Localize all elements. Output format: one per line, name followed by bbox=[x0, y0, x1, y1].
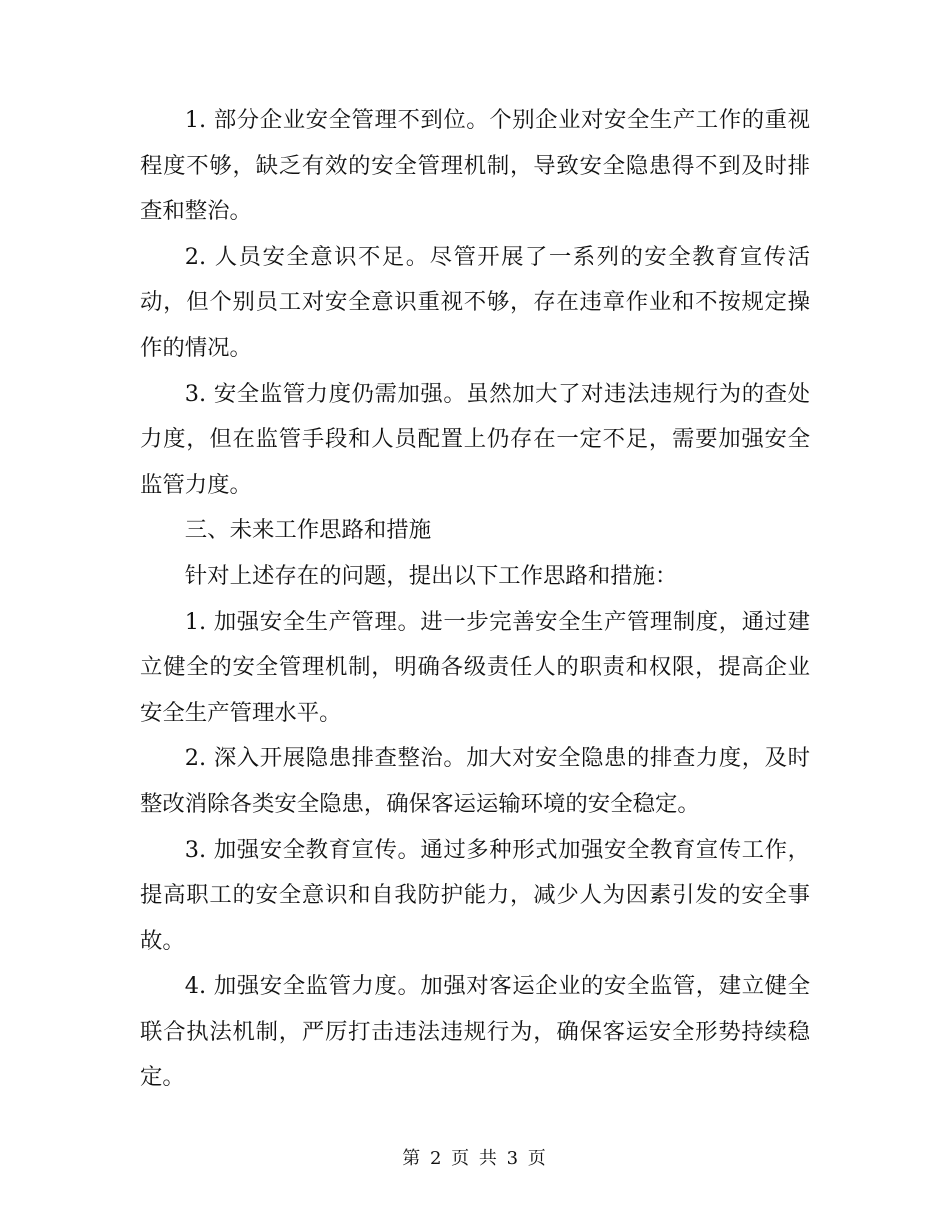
measure-4-paragraph: 4. 加强安全监管力度。加强对客运企业的安全监管，建立健全联合执法机制，严厉打击违法违规行为，确保客运安全形势持续稳定。 bbox=[140, 973, 810, 1091]
measure-1-paragraph: 1. 加强安全生产管理。进一步完善安全生产管理制度，通过建立健全的安全管理机制，明确各级责任人的职责和权限，提高企业安全生产管理水平。 bbox=[140, 608, 810, 726]
measure-2-paragraph: 2. 深入开展隐患排查整治。加大对安全隐患的排查力度，及时整改消除各类安全隐患，确保客运运输环境的安全稳定。 bbox=[140, 745, 810, 817]
section-heading: 三、未来工作思路和措施 bbox=[184, 517, 432, 544]
intro-paragraph: 针对上述存在的问题，提出以下工作思路和措施： bbox=[184, 562, 678, 589]
page-number-footer: 第 2 页 共 3 页 bbox=[402, 1148, 548, 1169]
measure-3-paragraph: 3. 加强安全教育宣传。通过多种形式加强安全教育宣传工作，提高职工的安全意识和自我防护能力，减少人为因素引发的安全事故。 bbox=[140, 836, 810, 954]
document-body bbox=[140, 98, 810, 1101]
problem-1-paragraph: 1. 部分企业安全管理不到位。个别企业对安全生产工作的重视程度不够，缺乏有效的安全管理机制，导致安全隐患得不到及时排查和整治。 bbox=[140, 107, 810, 225]
problem-2-paragraph: 2. 人员安全意识不足。尽管开展了一系列的安全教育宣传活动，但个别员工对安全意识重视不够，存在违章作业和不按规定操作的情况。 bbox=[140, 243, 810, 361]
problem-3-paragraph: 3. 安全监管力度仍需加强。虽然加大了对违法违规行为的查处力度，但在监管手段和人员配置上仍存在一定不足，需要加强安全监管力度。 bbox=[140, 380, 810, 498]
